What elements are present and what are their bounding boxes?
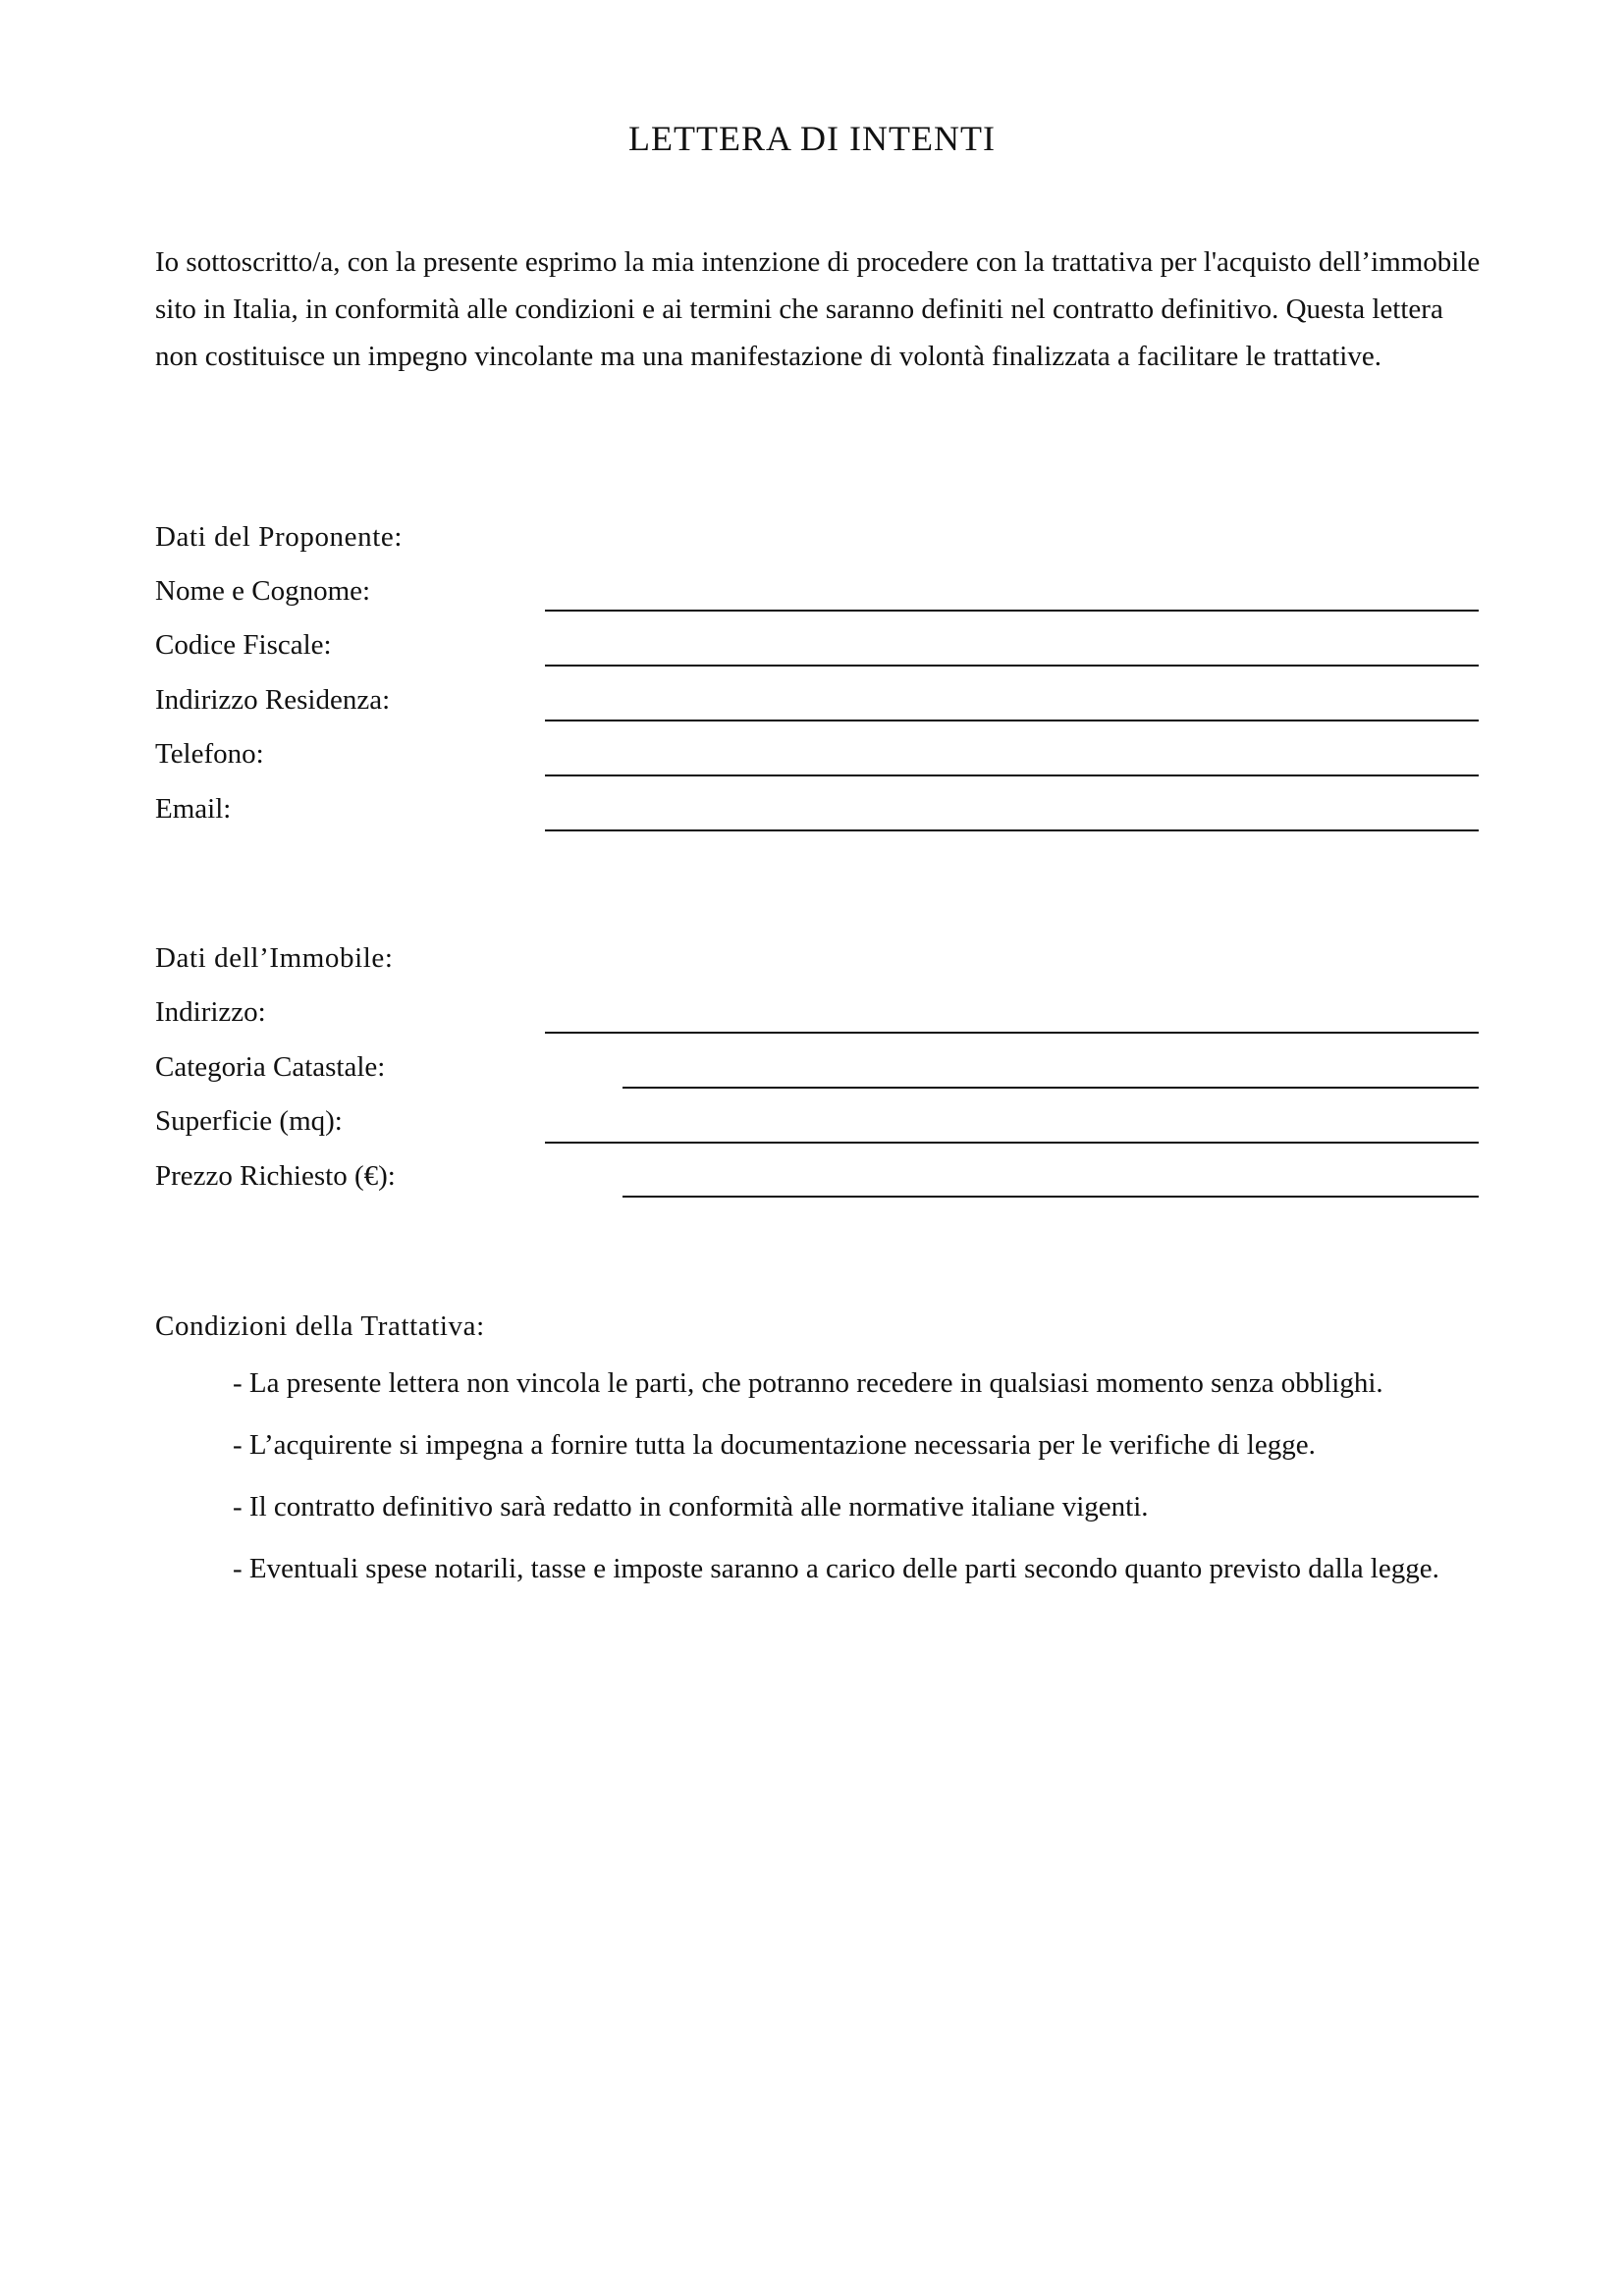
field-label-categoria-catastale: Categoria Catastale: bbox=[155, 1051, 386, 1083]
field-label-nome-cognome: Nome e Cognome: bbox=[155, 575, 371, 607]
field-line-categoria-catastale[interactable] bbox=[623, 1087, 1479, 1089]
section-immobile-heading: Dati dell’Immobile: bbox=[155, 942, 394, 974]
field-line-email[interactable] bbox=[545, 829, 1479, 831]
field-line-codice-fiscale[interactable] bbox=[545, 665, 1479, 667]
field-label-indirizzo-residenza: Indirizzo Residenza: bbox=[155, 684, 391, 716]
document-title: LETTERA DI INTENTI bbox=[628, 119, 996, 158]
field-line-indirizzo[interactable] bbox=[545, 1032, 1479, 1034]
condition-item: - Il contratto definitivo sarà redatto in conformità alle normative italiane vigenti. bbox=[233, 1491, 1149, 1522]
field-line-nome-cognome[interactable] bbox=[545, 610, 1479, 612]
section-condizioni-heading: Condizioni della Trattativa: bbox=[155, 1310, 485, 1342]
field-line-indirizzo-residenza[interactable] bbox=[545, 720, 1479, 721]
condition-item: - L’acquirente si impegna a fornire tutta la documentazione necessaria per le verifiche di legge. bbox=[233, 1429, 1316, 1461]
field-line-prezzo-richiesto[interactable] bbox=[623, 1196, 1479, 1198]
field-label-codice-fiscale: Codice Fiscale: bbox=[155, 629, 332, 661]
field-line-superficie[interactable] bbox=[545, 1142, 1479, 1144]
field-line-telefono[interactable] bbox=[545, 774, 1479, 776]
field-label-email: Email: bbox=[155, 793, 232, 825]
field-label-prezzo-richiesto: Prezzo Richiesto (€): bbox=[155, 1160, 396, 1192]
intro-paragraph: Io sottoscritto/a, con la presente esprimo la mia intenzione di procedere con la trattativa per l'acquisto dell’immobile sito in Italia, in conformità alle condizioni e ai termini che saranno definiti nel contratto definitivo. Questa lettera non costituisce un impegno vincolante ma una manifestazione di volontà finalizzata a facilitare le trattative. bbox=[155, 246, 1481, 372]
field-label-superficie: Superficie (mq): bbox=[155, 1105, 343, 1137]
field-label-telefono: Telefono: bbox=[155, 738, 264, 770]
field-label-indirizzo: Indirizzo: bbox=[155, 996, 266, 1028]
section-proponente-heading: Dati del Proponente: bbox=[155, 521, 404, 553]
condition-item: - La presente lettera non vincola le parti, che potranno recedere in qualsiasi momento senza obblighi. bbox=[233, 1367, 1383, 1399]
condition-item: - Eventuali spese notarili, tasse e imposte saranno a carico delle parti secondo quanto previsto dalla legge. bbox=[233, 1553, 1439, 1584]
